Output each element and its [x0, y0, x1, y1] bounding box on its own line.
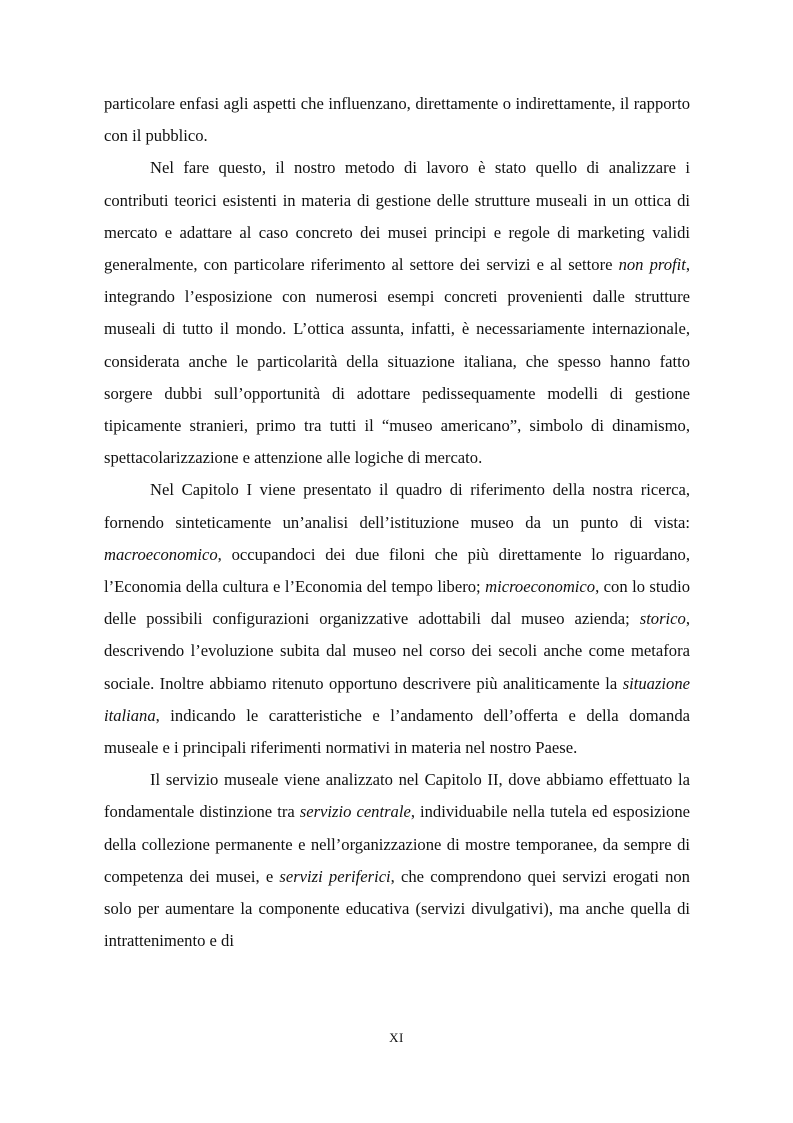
text-segment: particolare enfasi agli aspetti che influenzano, direttamente o indirettamente, il rapporto con il pubblico. [104, 94, 690, 146]
italic-term: macroeconomico [104, 544, 218, 564]
text-segment: , con lo studio delle possibili configurazioni organizzative adottabili dal museo azienda; [104, 577, 691, 629]
document-body [104, 88, 690, 957]
text-segment: , indicando le caratteristiche e l’andamento dell’offerta e della domanda museale e i principali riferimenti normativi in materia nel nostro Paese. [104, 705, 690, 758]
paragraph [104, 152, 690, 474]
text-segment: , integrando l’esposizione con numerosi esempi concreti provenienti dalle strutture museali di tutto il mondo. L’ottica assunta, infatti, è necessariamente internazionale, considerata anche le particolarità della situazione italiana, che spesso hanno fatto sorgere dubbi sull’opportunità di adottare pedissequamente modelli di gestione tipicamente stranieri, primo tra tutti il “museo americano”, simbolo di dinamismo, spettacolarizzazione e attenzione alle logiche di mercato. [104, 255, 691, 468]
italic-term: non profit [618, 255, 686, 275]
paragraph [104, 474, 690, 764]
text-segment: Nel fare questo, il nostro metodo di lavoro è stato quello di analizzare i contributi teorici esistenti in materia di gestione delle strutture museali in un ottica di mercato e adattare al caso concreto dei musei principi e regole di marketing validi generalmente, con particolare riferimento al settore dei servizi e al settore [104, 158, 690, 275]
italic-term: situazione italiana [104, 673, 690, 725]
text-segment: Nel Capitolo I viene presentato il quadro di riferimento della nostra ricerca, fornendo sinteticamente un’analisi dell’istituzione museo da un punto di vista: [104, 480, 690, 532]
page-number: XI [389, 1030, 404, 1045]
italic-term: servizio centrale [299, 802, 411, 822]
paragraph [104, 764, 690, 957]
text-segment: Il servizio museale viene analizzato nel Capitolo II, dove abbiamo effettuato la fondamentale distinzione tra [104, 770, 690, 822]
italic-term: microeconomico [485, 577, 596, 597]
text-segment: , occupandoci dei due filoni che più direttamente lo riguardano, l’Economia della cultura e l’Economia del tempo libero; [104, 544, 690, 597]
italic-term: storico [639, 609, 686, 629]
paragraph [104, 88, 690, 152]
text-segment: , descrivendo l’evoluzione subita dal museo nel corso dei secoli anche come metafora sociale. Inoltre abbiamo ritenuto opportuno descrivere più analiticamente la [104, 609, 690, 693]
italic-term: servizi periferici [279, 866, 391, 886]
text-segment: , individuabile nella tutela ed esposizione della collezione permanente e nell’organizzazione di mostre temporanee, da sempre di competenza dei musei, e [104, 802, 690, 886]
text-segment: , che comprendono quei servizi erogati non solo per aumentare la componente educativa (servizi divulgativi), ma anche quella di intrattenimento e di [104, 866, 690, 951]
